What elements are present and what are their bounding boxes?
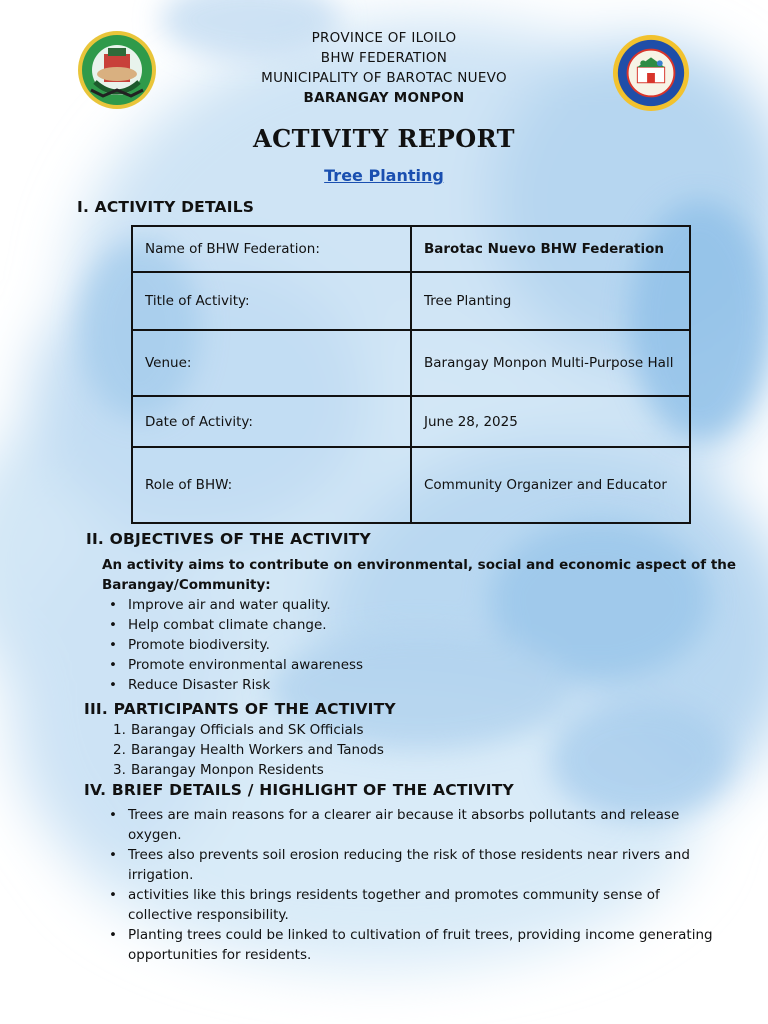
detail-label: Role of BHW: bbox=[132, 447, 411, 523]
list-item: • Promote environmental awareness bbox=[106, 655, 736, 675]
list-item: • Planting trees could be linked to cultivation of fruit trees, providing income generating opportunities for residents. bbox=[106, 925, 726, 965]
detail-value: June 28, 2025 bbox=[411, 396, 690, 447]
participant-text: Barangay Health Workers and Tanods bbox=[131, 742, 384, 758]
detail-value: Community Organizer and Educator bbox=[411, 447, 690, 523]
report-title: ACTIVITY REPORT bbox=[252, 124, 516, 153]
section-highlights-heading: IV. BRIEF DETAILS / HIGHLIGHT OF THE ACTIVITY bbox=[84, 781, 514, 799]
province-line: PROVINCE OF ILOILO bbox=[311, 30, 457, 46]
list-item: • Trees also prevents soil erosion reducing the risk of those residents near rivers and irrigation. bbox=[106, 845, 726, 885]
table-row bbox=[132, 272, 690, 330]
letterhead bbox=[0, 28, 768, 108]
detail-label: Venue: bbox=[132, 330, 411, 396]
activity-subtitle: Tree Planting bbox=[324, 166, 444, 185]
detail-value: Barotac Nuevo BHW Federation bbox=[411, 226, 690, 272]
municipality-line: MUNICIPALITY OF BAROTAC NUEVO bbox=[261, 70, 507, 86]
list-item: • Help combat climate change. bbox=[106, 615, 736, 635]
detail-label: Name of BHW Federation: bbox=[132, 226, 411, 272]
participant-text: Barangay Monpon Residents bbox=[131, 762, 324, 778]
objectives-intro: An activity aims to contribute on environmental, social and economic aspect of the Barangay/Community: bbox=[102, 557, 737, 593]
participant-text: Barangay Officials and SK Officials bbox=[131, 722, 364, 738]
list-item bbox=[113, 720, 384, 740]
table-row bbox=[132, 226, 690, 272]
section-activity-details-heading: I. ACTIVITY DETAILS bbox=[77, 198, 255, 216]
highlights-list bbox=[106, 805, 726, 965]
activity-details-table bbox=[131, 225, 691, 524]
list-number: 2. bbox=[113, 742, 126, 758]
list-item: • Trees are main reasons for a clearer air because it absorbs pollutants and release oxygen. bbox=[106, 805, 726, 845]
list-item bbox=[113, 740, 384, 760]
table-row bbox=[132, 330, 690, 396]
detail-value: Tree Planting bbox=[411, 272, 690, 330]
detail-label: Date of Activity: bbox=[132, 396, 411, 447]
detail-label: Title of Activity: bbox=[132, 272, 411, 330]
list-item: • Improve air and water quality. bbox=[106, 595, 736, 615]
list-item bbox=[113, 760, 384, 780]
list-number: 3. bbox=[113, 762, 126, 778]
detail-value: Barangay Monpon Multi-Purpose Hall bbox=[411, 330, 690, 396]
list-item: • Reduce Disaster Risk bbox=[106, 675, 736, 695]
list-item: • Promote biodiversity. bbox=[106, 635, 736, 655]
list-number: 1. bbox=[113, 722, 126, 738]
participants-list bbox=[113, 720, 384, 780]
objectives-list bbox=[106, 595, 736, 695]
table-row bbox=[132, 447, 690, 523]
barangay-line: BARANGAY MONPON bbox=[303, 90, 465, 106]
table-row bbox=[132, 396, 690, 447]
list-item: • activities like this brings residents together and promotes community sense of collective responsibility. bbox=[106, 885, 726, 925]
federation-line: BHW FEDERATION bbox=[320, 50, 448, 66]
section-participants-heading: III. PARTICIPANTS OF THE ACTIVITY bbox=[84, 700, 396, 718]
section-objectives-heading: II. OBJECTIVES OF THE ACTIVITY bbox=[86, 530, 371, 548]
